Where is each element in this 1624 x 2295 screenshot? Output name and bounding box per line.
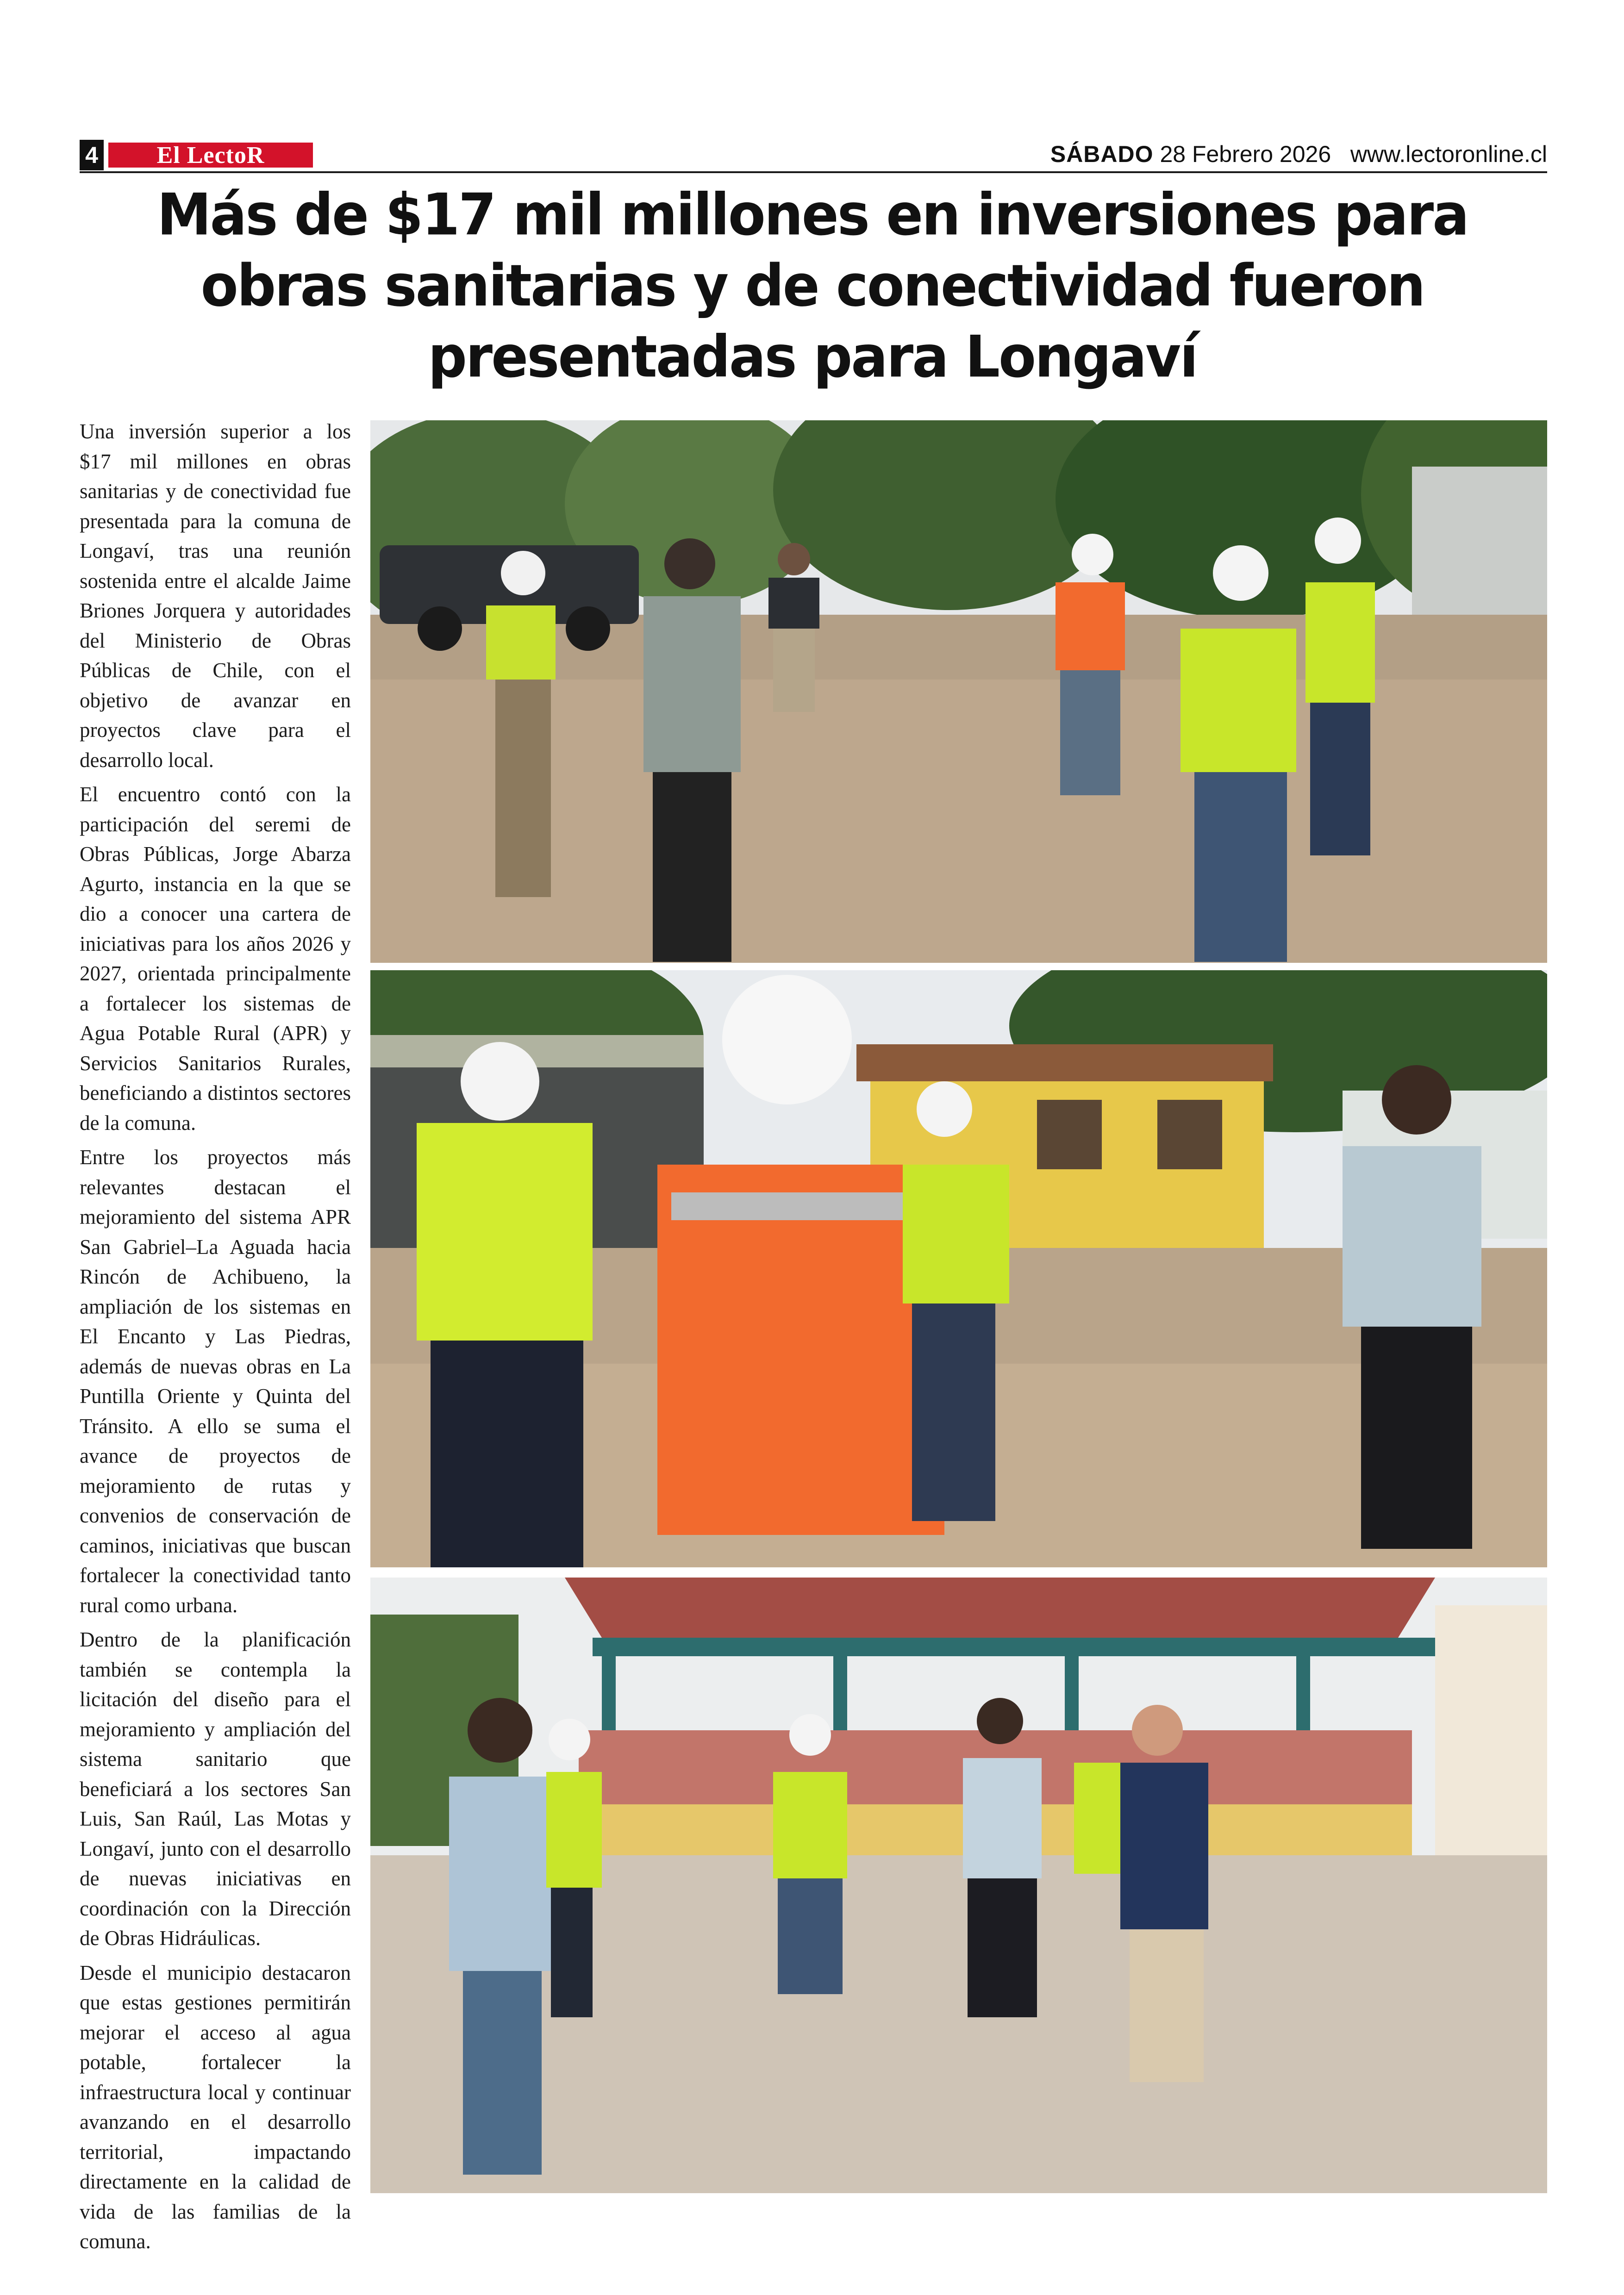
newspaper-logo [108,143,313,168]
dateline [1050,141,1547,168]
page-header [80,140,1547,170]
photo-meeting-field [370,420,1547,963]
photo-yard-illustration [370,1578,1547,2193]
paragraph-3: Entre los proyectos más relevantes destacan el mejoramiento del sistema APR San Gabriel–La Aguada hacia Rincón de Achibueno, la ampliación de los sistemas en El Encanto y Las Piedras, además de nuevas obras en La Puntilla Oriente y Quinta del Tránsito. A ello se suma el avance de proyectos de mejoramiento de rutas y convenios de conservación de caminos, iniciativas que buscan fortalecer la conectividad tanto rural como urbana. [80,1146,351,1617]
issue-date: 28 Febrero 2026 [1160,141,1331,167]
photo-building-illustration [370,970,1547,1567]
page-number: 4 [80,140,104,170]
logo-text: El LectoR [156,142,265,168]
article-headline: Más de $17 mil millones en inversiones para obras sanitarias y de conectividad fueron presentadas para Longaví [157,181,1468,390]
paragraph-5: Desde el municipio destacaron que estas gestiones permitirán mejorar el acceso al agua potable, fortalecer la infraestructura local y continuar avanzando en el desarrollo territorial, impactando directamente en la calidad de vida de las familias de la comuna. [80,1961,351,2253]
photo-yellow-building [370,970,1547,1567]
website: www.lectoronline.cl [1350,141,1547,167]
header-rule [80,171,1547,173]
paragraph-2: El encuentro contó con la participación del seremi de Obras Públicas, Jorge Abarza Agurto, instancia en la que se dio a conocer una cartera de iniciativas para los años 2026 y 2027, orientada principalmente a fortalecer los sistemas de Agua Potable Rural (APR) y Servicios Sanitarios Rurales, beneficiando a distintos sectores de la comuna. [80,783,351,1135]
photo-field-illustration [370,420,1547,963]
paragraph-4: Dentro de la planificación también se contempla la licitación del diseño para el mejoramiento y ampliación del sistema sanitario que beneficiará a los sectores San Luis, San Raúl, Las Motas y Longaví, junto con el desarrollo de nuevas iniciativas en coordinación con la Dirección de Obras Hidráulicas. [80,1628,351,1950]
photo-covered-yard [370,1578,1547,2193]
paragraph-1: Una inversión superior a los $17 mil millones en obras sanitarias y de conectividad fue presentada para la comuna de Longaví, tras una reunión sostenida entre el alcalde Jaime Briones Jorquera y autoridades del Ministerio de Obras Públicas de Chile, con el objetivo de avanzar en proyectos clave para el desarrollo local. [80,420,351,772]
issue-day: SÁBADO [1050,141,1154,167]
article-body [80,417,351,2261]
